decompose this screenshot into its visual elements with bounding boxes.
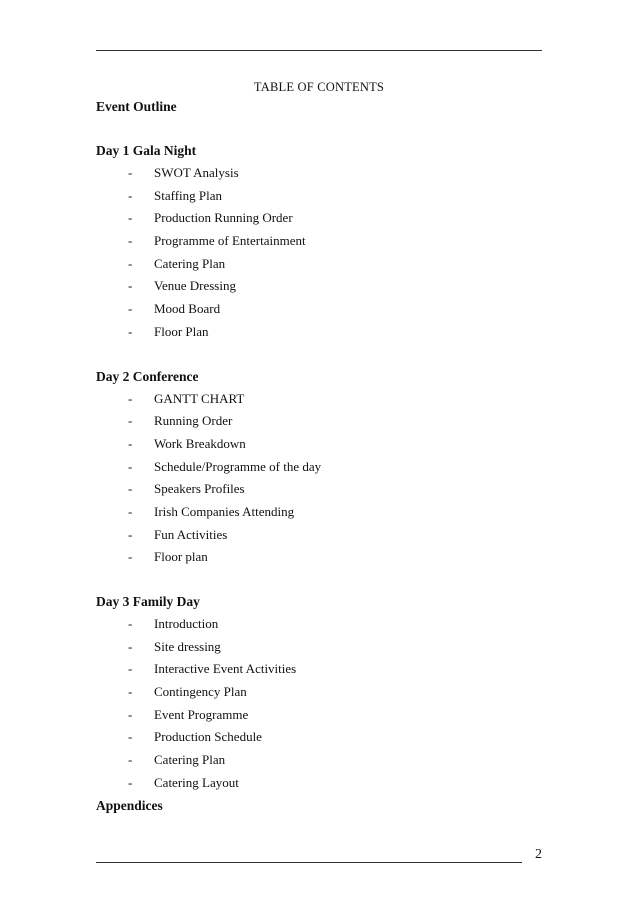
- footer-rule: [96, 862, 522, 863]
- list-item: - Contingency Plan: [128, 684, 247, 700]
- section-heading-day-1: Day 1 Gala Night: [96, 143, 197, 158]
- list-item: - Interactive Event Activities: [128, 661, 297, 677]
- list-item: - Mood Board: [128, 301, 221, 317]
- list-item: - Work Breakdown: [128, 435, 246, 451]
- list-item: - Catering Plan: [128, 752, 226, 768]
- day-2-item-list: [96, 388, 542, 570]
- list-item: - Floor Plan: [128, 323, 209, 339]
- list-item: - Production Running Order: [128, 210, 293, 226]
- list-item: - Running Order: [128, 413, 233, 429]
- list-item: - Introduction: [128, 616, 219, 631]
- page-number: 2: [535, 847, 542, 862]
- list-item: - Programme of Entertainment: [128, 233, 306, 249]
- header-rule: [96, 50, 542, 51]
- list-item: - Catering Layout: [128, 774, 239, 790]
- list-item: - Schedule/Programme of the day: [128, 458, 322, 474]
- list-item: - Production Schedule: [128, 729, 262, 745]
- list-item: - GANTT CHART: [128, 390, 245, 406]
- section-heading-appendices: Appendices: [96, 797, 163, 813]
- toc-content: [96, 96, 542, 817]
- section-heading-event-outline: Event Outline: [96, 99, 177, 114]
- list-item: - Speakers Profiles: [128, 481, 245, 497]
- list-item: - Irish Companies Attending: [128, 503, 295, 519]
- section-heading-day-3: Day 3 Family Day: [96, 594, 200, 609]
- section-heading-day-2: Day 2 Conference: [96, 368, 199, 384]
- toc-title: TABLE OF CONTENTS: [253, 80, 385, 94]
- list-item: - SWOT Analysis: [128, 165, 239, 180]
- list-item: - Catering Plan: [128, 255, 226, 271]
- day-1-item-list: [96, 162, 542, 344]
- list-item: - Site dressing: [128, 638, 221, 654]
- list-item: - Floor plan: [128, 549, 208, 565]
- list-item: - Fun Activities: [128, 526, 228, 542]
- list-item: - Staffing Plan: [128, 187, 223, 203]
- day-3-item-list: [96, 613, 542, 795]
- list-item: - Venue Dressing: [128, 278, 236, 294]
- list-item: - Event Programme: [128, 706, 249, 722]
